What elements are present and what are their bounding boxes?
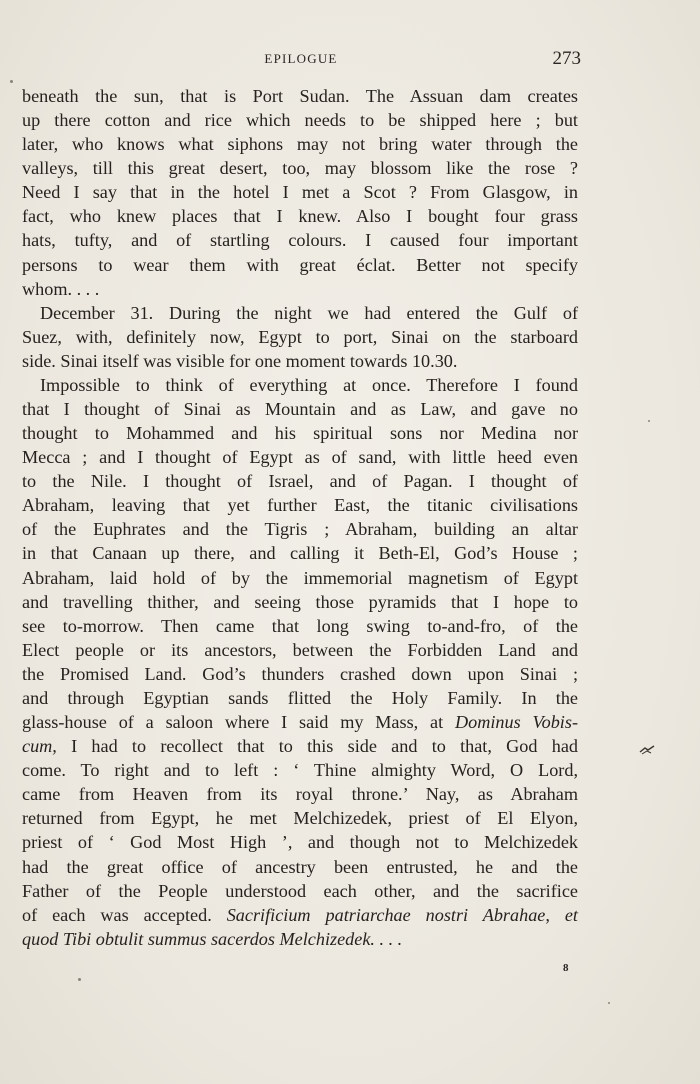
line-text: Mecca ; and I thought of Egypt as of sand, with little heed even (22, 447, 578, 468)
line-text: later, who knows what siphons may not bring water through the (22, 134, 578, 155)
line-text: Need I say that in the hotel I met a Scot ? From Glasgow, in (22, 182, 578, 203)
paper-speck (78, 978, 81, 981)
text-line (22, 253, 578, 277)
text-line (22, 782, 578, 806)
line-text: of each was accepted. (22, 904, 227, 925)
text-line (22, 927, 578, 951)
line-text: in that Canaan up there, and calling it Beth-El, God’s House ; (22, 543, 578, 564)
line-text: whom. . . . (22, 278, 100, 299)
line-text: Impossible to think of everything at once. Therefore I found (40, 374, 578, 395)
text-line (22, 590, 578, 614)
line-text: come. To right and to left : ‘ Thine almighty Word, O Lord, (22, 760, 578, 781)
text-line (22, 566, 578, 590)
line-text: December 31. During the night we had entered the Gulf of (40, 302, 578, 323)
text-line (22, 397, 578, 421)
paper-speck (10, 80, 13, 83)
line-text: Abraham, leaving that yet further East, the titanic civilisations (22, 495, 578, 516)
text-line (22, 325, 578, 349)
text-line (22, 204, 578, 228)
text-line (22, 710, 578, 734)
text-line (22, 228, 578, 252)
line-text: see to-morrow. Then came that long swing to-and-fro, of the (22, 615, 578, 636)
text-line (22, 469, 578, 493)
line-text: I had to recollect that to this side and to that, God had (56, 736, 578, 757)
signature-mark: 8 (563, 962, 569, 974)
margin-ornament-icon (639, 744, 655, 756)
text-line (22, 758, 578, 782)
line-text: Elect people or its ancestors, between the Forbidden Land and (22, 639, 578, 660)
line-text: the Promised Land. God’s thunders crashed down upon Sinai ; (22, 663, 578, 684)
text-line (22, 903, 578, 927)
line-text: Father of the People understood each other, and the sacrifice (22, 880, 578, 901)
page-number: 273 (552, 48, 581, 69)
paper-speck (608, 1002, 610, 1004)
text-line (22, 421, 578, 445)
italic-text: cum, (22, 736, 57, 757)
text-line (22, 541, 578, 565)
line-text: Abraham, laid hold of by the immemorial magnetism of Egypt (22, 567, 578, 588)
running-header: EPILOGUE (264, 51, 338, 66)
line-text: of the Euphrates and the Tigris ; Abraham, building an altar (22, 519, 578, 540)
line-text: persons to wear them with great éclat. Better not specify (22, 254, 578, 275)
line-text: had the great office of ancestry been entrusted, he and the (22, 856, 578, 877)
text-line (22, 517, 578, 541)
line-text: returned from Egypt, he met Melchizedek, priest of El Elyon, (22, 808, 578, 829)
text-line (22, 806, 578, 830)
line-text: Suez, with, definitely now, Egypt to port, Sinai on the starboard (22, 326, 578, 347)
text-line (22, 638, 578, 662)
line-text: side. Sinai itself was visible for one moment towards 10.30. (22, 350, 458, 371)
italic-text: Dominus Vobis- (455, 712, 578, 733)
text-line (22, 830, 578, 854)
line-text: glass-house of a saloon where I said my Mass, at (22, 712, 456, 733)
text-line (22, 855, 578, 879)
line-text: fact, who knew places that I knew. Also I bought four grass (22, 206, 578, 227)
text-line (22, 373, 578, 397)
text-line (22, 301, 578, 325)
text-line (22, 156, 578, 180)
text-line (22, 108, 578, 132)
text-line (22, 132, 578, 156)
line-text: that I thought of Sinai as Mountain and as Law, and gave no (22, 399, 578, 420)
text-line (22, 180, 578, 204)
text-line (22, 84, 578, 108)
text-line (22, 349, 578, 373)
line-text: hats, tufty, and of startling colours. I caused four important (22, 230, 578, 251)
text-line (22, 277, 578, 301)
text-line (22, 879, 578, 903)
line-text: up there cotton and rice which needs to be shipped here ; but (22, 110, 578, 131)
text-line (22, 686, 578, 710)
line-text: beneath the sun, that is Port Sudan. The Assuan dam creates (22, 86, 578, 106)
italic-text: quod Tibi obtulit summus sacerdos Melchizedek. . . . (22, 928, 403, 949)
body-text (22, 84, 578, 951)
line-text: to the Nile. I thought of Israel, and of Pagan. I thought of (22, 471, 578, 492)
line-text: priest of ‘ God Most High ’, and though not to Melchizedek (22, 832, 578, 853)
text-line (22, 734, 578, 758)
text-line (22, 614, 578, 638)
line-text: and through Egyptian sands flitted the Holy Family. In the (22, 687, 578, 708)
italic-text: Sacrificium patriarchae nostri Abrahae, et (226, 904, 578, 925)
text-line (22, 662, 578, 686)
text-line (22, 493, 578, 517)
line-text: came from Heaven from its royal throne.’ Nay, as Abraham (22, 784, 578, 805)
paper-speck (648, 420, 650, 422)
line-text: thought to Mohammed and his spiritual sons nor Medina nor (22, 423, 578, 444)
text-line (22, 445, 578, 469)
line-text: and travelling thither, and seeing those pyramids that I hope to (22, 591, 578, 612)
line-text: valleys, till this great desert, too, may blossom like the rose ? (22, 158, 578, 179)
